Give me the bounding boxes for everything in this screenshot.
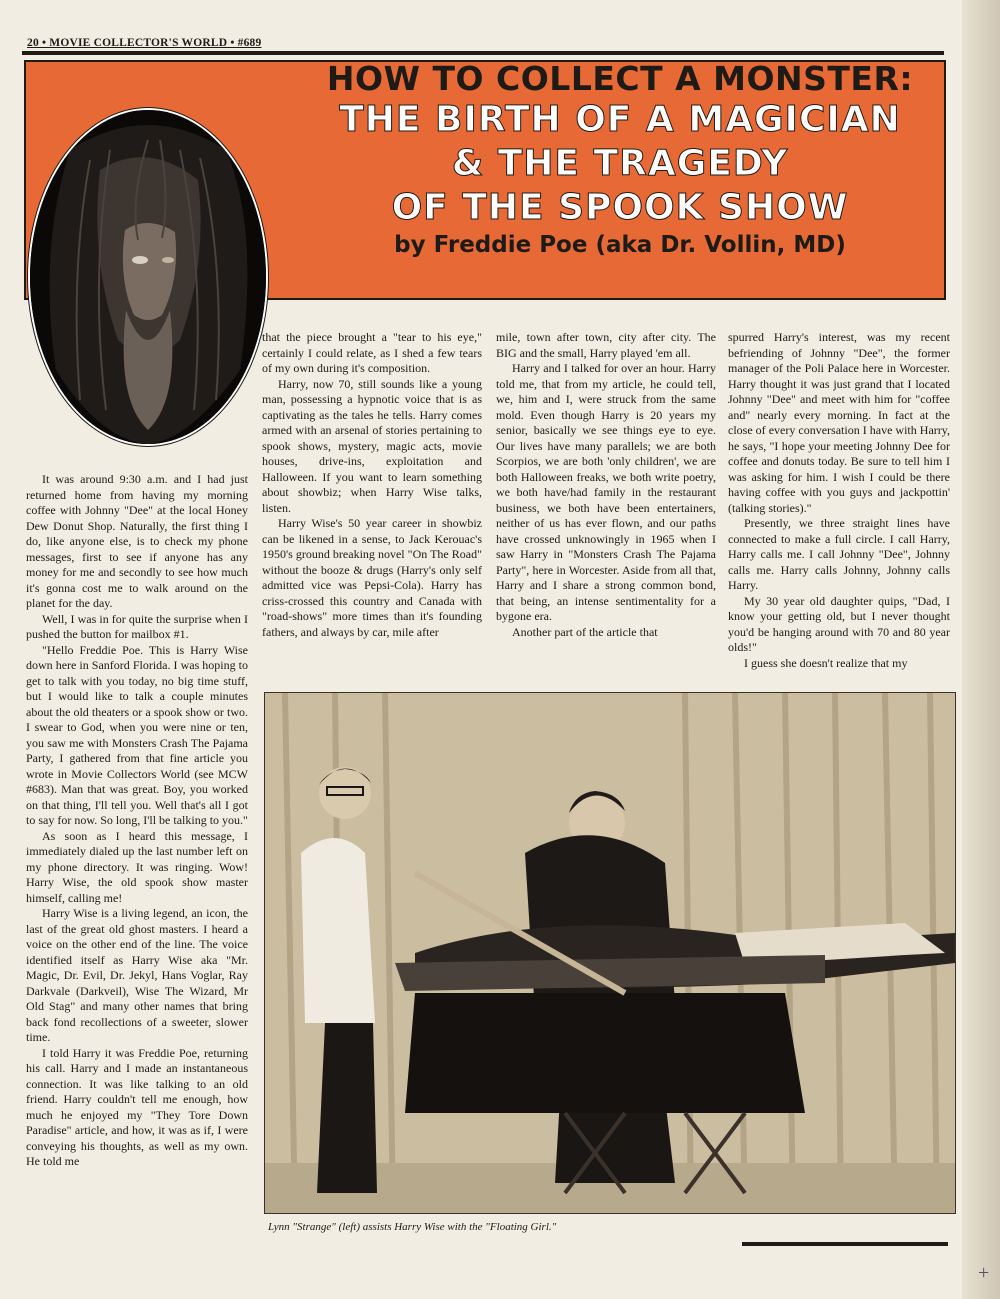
headline-line-3: & THE TRAGEDY (451, 143, 789, 184)
column-2 (262, 330, 482, 640)
paragraph: "Hello Freddie Poe. This is Harry Wise down here in Sanford Florida. I was hoping to get to talk with you today, no big time stuff, but I would like to talk a couple minutes about the old theaters or a spook show or two. I swear to God, when you were nine or ten, you saw me with Monsters Crash The Pajama Party, I gathered from that fine article you wrote in Movie Collectors World (see MCW #683). Man that was great. Boy, you worked on that thing, I'll tell you. Well that's all I got to say for now. So long, I'll be talking to you." (26, 642, 248, 827)
paragraph: that the piece brought a "tear to his eye," certainly I could relate, as I shed a few tears of my own during it's composition. (262, 330, 482, 375)
paragraph: Harry and I talked for over an hour. Harry told me, that from my article, he could tell, we, him and I, were struck from the same mold. Even though Harry is 20 years my senior, basically we see things eye to eye. Our lives have many parallels; we are both Scorpios, we are both 'only children', we are both Halloween freaks, we both write poetry, we both have/had family in the restaurant business, we both have been entertainers, neither of us has ever flown, and our paths have crossed unknowingly in 1965 when I saw Harry in "Monsters Crash The Pajama Party", here in Worcester. Aside from all that, Harry and I share a strong common bond, that being, an intense sentimentality for a bygone era. (496, 361, 716, 623)
paragraph: Well, I was in for quite the surprise when I pushed the button for mailbox #1. (26, 611, 248, 641)
headline-line-2: THE BIRTH OF A MAGICIAN (339, 99, 901, 140)
photo-image (265, 693, 955, 1213)
page-edge (962, 0, 1000, 1299)
paragraph: Presently, we three straight lines have connected to make a full circle. I call Harry, Harry calls me. I call Johnny "Dee", Johnny calls me. Harry calls Johnny, Johnny calls Harry. (728, 516, 950, 592)
paragraph: Harry Wise's 50 year career in showbiz can be likened in a sense, to Jack Kerouac's 1950's ground breaking novel "On The Road" without the booze & drugs (Harry's only self admitted vice was Pepsi-Cola). Harry has criss-crossed this country and Canada with "road-shows" more times than it's founding fathers, and always by car, mile after (262, 516, 482, 639)
crop-mark-icon: + (978, 1262, 990, 1284)
paragraph: mile, town after town, city after city. The BIG and the small, Harry played 'em all. (496, 330, 716, 360)
byline: by Freddie Poe (aka Dr. Vollin, MD) (394, 232, 846, 258)
column-1 (26, 472, 248, 1170)
paragraph: It was around 9:30 a.m. and I had just returned home from having my morning coffee with Johnny "Dee" at the local Honey Dew Donut Shop. Naturally, the first thing I do, like anyone else, is to check my phone messages, first to see if anyone has any money for me and secondly to see how much it's gonna cost me to walk around on the planet for the day. (26, 472, 248, 610)
bottom-rule (742, 1242, 948, 1246)
column-4 (728, 330, 950, 671)
top-rule (22, 51, 944, 55)
floating-girl-photo (264, 692, 956, 1214)
paragraph: As soon as I heard this message, I immediately dialed up the last number left on my phone directory. It was ringing. Wow! Harry Wise, the old spook show master himself, calling me! (26, 828, 248, 905)
photo-caption: Lynn "Strange" (left) assists Harry Wise with the "Floating Girl." (268, 1221, 557, 1233)
portrait-image (30, 110, 266, 444)
column-3 (496, 330, 716, 640)
headline-line-4: OF THE SPOOK SHOW (391, 187, 849, 228)
author-portrait (28, 108, 268, 446)
page-folio: 20 • MOVIE COLLECTOR'S WORLD • #689 (27, 37, 262, 49)
paragraph: Another part of the article that (512, 624, 658, 639)
paragraph: My 30 year old daughter quips, "Dad, I know your getting old, but I never thought you'd be hanging around with 70 and 80 year olds!" (728, 593, 950, 654)
paragraph: I guess she doesn't realize that my (744, 655, 908, 670)
paragraph: I told Harry it was Freddie Poe, returning his call. Harry and I made an instantaneous connection. It was like talking to an old friend. Harry couldn't tell me enough, how much he enjoyed my "They Tore Down Paradise" article, and how, it was as if, I were conveying his thoughts, as well as my own. He told me (26, 1045, 248, 1168)
paragraph: spurred Harry's interest, was my recent befriending of Johnny "Dee", the former manager of the Poli Palace here in Worcester. Harry thought it was just grand that I located Johnny "Dee" and meet with him for "coffee and" nearly every morning. In fact at the close of every conversation I have with Harry, he says, "I hope your meeting Johnny Dee for coffee and donuts today. Be sure to tell him I was asking for him. I wish I could be there having coffee with you guys and jackpottin' (talking stories)." (728, 330, 950, 515)
paragraph: Harry, now 70, still sounds like a young man, possessing a hypnotic voice that is as captivating as the tales he tells. Harry comes armed with an arsenal of stories pertaining to spook shows, mystery, magic acts, movie houses, drive-ins, exploitation and Halloween. If you want to learn something about showbiz; when Harry Wise talks, listen. (262, 376, 482, 515)
headline-line-1: HOW TO COLLECT A MONSTER: (326, 59, 914, 98)
paragraph: Harry Wise is a living legend, an icon, the last of the great old ghost masters. I heard a voice on the other end of the line. The voice identified itself as Harry Wise aka "Mr. Magic, Dr. Evil, Dr. Jekyl, Hans Voglar, Ray Darkvale (Darkveil), Wise The Wizard, Mr Old Stag" and many other names that bring back fond recollections of a sweeter, slower time. (26, 906, 248, 1044)
